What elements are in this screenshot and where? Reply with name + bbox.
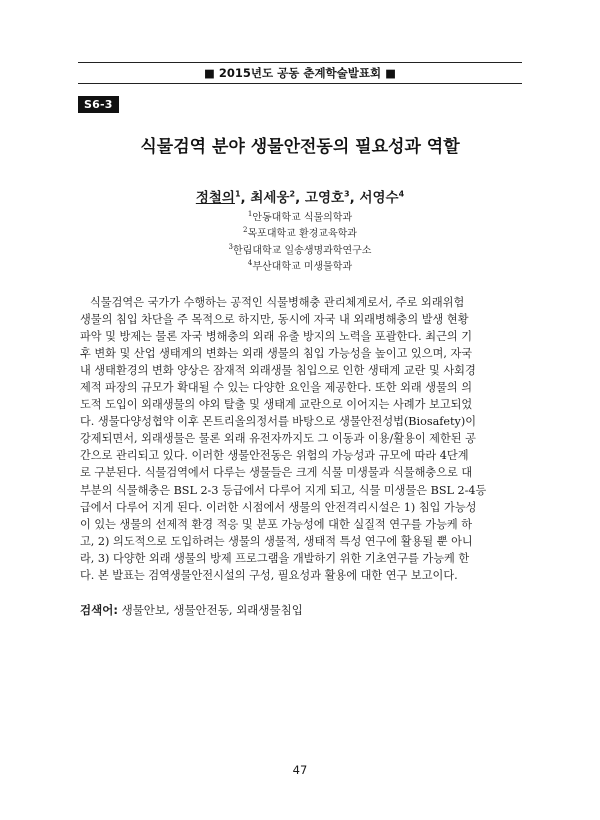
abstract-line: 파악 및 방제는 물론 자국 병해충의 외래 유출 방지의 노력을 포괄한다. 최근의 기 (80, 330, 473, 344)
paper-title: 식물검역 분야 생물안전동의 필요성과 역할 (140, 137, 460, 157)
abstract-line: 고, 2) 의도적으로 도입하려는 생물의 생물적, 생태적 특성 연구에 활용될 뿐 아니 (80, 534, 473, 548)
abstract-line: 부분의 식물해충은 BSL 2-3 등급에서 다루어 지게 되고, 식물 미생물은 BSL 2-4등 (80, 483, 487, 497)
abstract-line: 급에서 다루어 지게 된다. 이러한 시점에서 생물의 안전격리시설은 1) 침입 가능성 (80, 500, 477, 514)
author-sep: , (349, 190, 360, 206)
abstract-line: 강제되면서, 외래생물은 물론 외래 유전자까지도 그 이동과 이용/활용이 제한된 공 (80, 432, 476, 446)
author-name: 정철의 (195, 190, 235, 206)
affiliation-item: $^2$목포대학교 환경교육학과 (243, 226, 357, 240)
author-sep: , (295, 190, 305, 206)
affiliation-item: $^4$부산대학교 미생물학과 (247, 258, 353, 273)
author-sep: , (240, 190, 251, 206)
author-sup: 3 (344, 189, 350, 199)
author-sup: 4 (398, 189, 405, 199)
abstract-line: 도적 도입이 외래생물의 야외 탈출 및 생태계 교란으로 이어지는 사례가 보고되었 (80, 398, 473, 412)
abstract-line: 생물의 침입 차단을 주 목적으로 하지만, 동시에 자국 내 외래병해충의 발생 현황 (80, 313, 469, 327)
keywords (80, 602, 521, 618)
author-sup: 2 (289, 189, 296, 199)
keywords-label: 검색어: (80, 603, 118, 617)
abstract-line: 식물검역은 국가가 수행하는 공적인 식물병해충 관리체계로서, 주로 외래위험 (90, 296, 465, 309)
page-number: 47 (292, 763, 308, 777)
author-name: 서영수 (359, 190, 399, 206)
abstract-line: 간으로 관리되고 있다. 이러한 생물안전동은 위험의 가능성과 규모에 따라 4단계 (80, 449, 469, 463)
affiliation-item: $^3$한림대학교 일송생명과학연구소 (228, 242, 372, 256)
author-name: 고영호 (304, 190, 345, 206)
abstract-line: 로 구분된다. 식물검역에서 다루는 생물들은 크게 식물 미생물과 식물해충으로 대 (80, 466, 473, 480)
author-name: 최세웅 (250, 190, 290, 206)
abstract-line: 라, 3) 다양한 외래 생물의 방제 프로그램을 개발하기 위한 기초연구를 가능케 한 (80, 551, 470, 565)
affiliation-list (0, 208, 600, 273)
abstract-line: 다. 생물다양성협약 이후 몬트리올의정서를 바탕으로 생물안전성법(Biosafety)이 (80, 415, 476, 429)
affiliation-item: $^1$안동대학교 식물의학과 (247, 210, 353, 224)
session-code-badge: S6-3 (78, 96, 119, 113)
abstract-line: 내 생태환경의 변화 양상은 잠재적 외래생물 침입으로 인한 생태계 교란 및 사회경 (80, 364, 476, 378)
author-sup: 1 (234, 189, 241, 199)
abstract-line: 다. 본 발표는 검역생물안전시설의 구성, 필요성과 활용에 대한 연구 보고이다. (80, 568, 458, 582)
abstract-body (80, 294, 521, 584)
abstract-line: 이 있는 생물의 선제적 환경 적응 및 분포 가능성에 대한 실질적 연구를 가능케 하 (80, 517, 473, 531)
abstract-line: 제적 파장의 규모가 확대될 수 있는 다양한 요인을 제공한다. 또한 외래 생물의 의 (80, 381, 473, 395)
keywords-text: 생물안보, 생물안전동, 외래생물침입 (117, 603, 303, 617)
abstract-line: 후 변화 및 산업 생태계의 변화는 외래 생물의 침입 가능성을 높이고 있으며, 자국 (80, 347, 473, 361)
conference-header (78, 62, 522, 84)
author-list (0, 186, 600, 206)
conference-header-text: ■ 2015년도 공동 춘계학술발표회 ■ (204, 66, 396, 80)
